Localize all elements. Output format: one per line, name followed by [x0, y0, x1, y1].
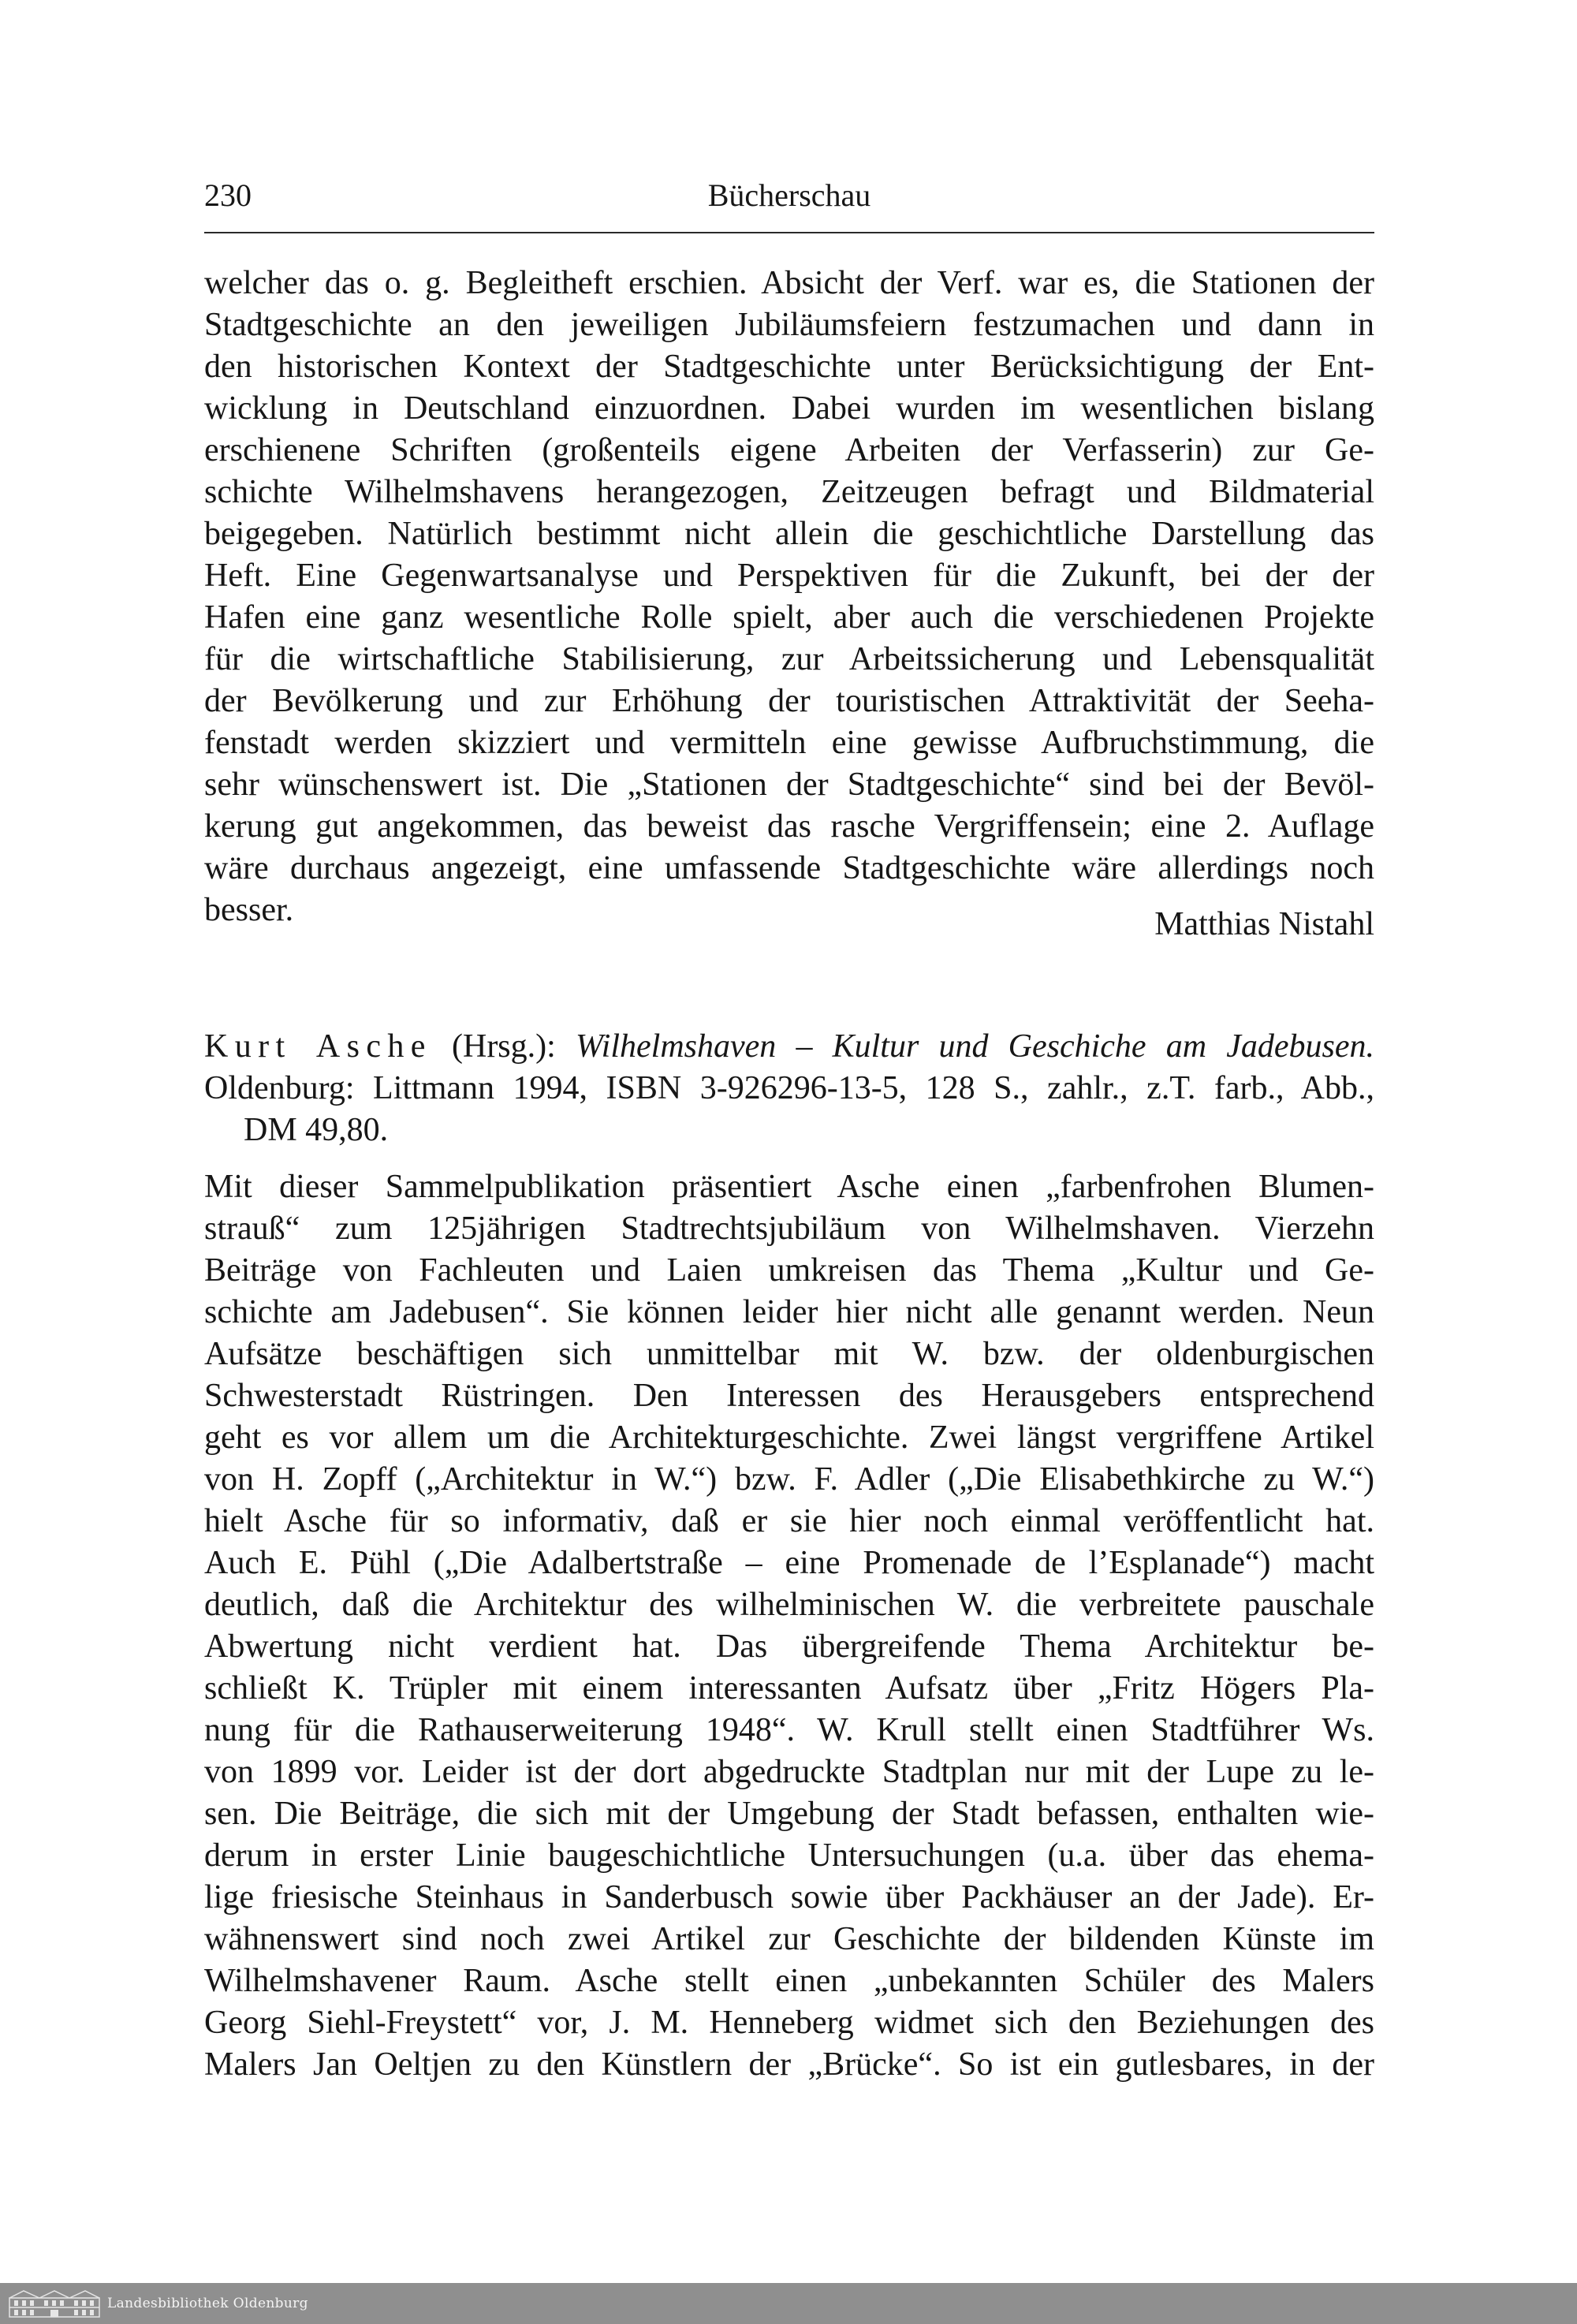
text-line: Auch E. Pühl („Die Adalbertstraße – eine Promenade de l’Esplanade“) macht	[204, 1545, 1374, 1581]
text-line: strauß“ zum 125jährigen Stadtrechtsjubiläum von Wilhelmshaven. Vierzehn	[204, 1210, 1374, 1247]
text-line: der Bevölkerung und zur Erhöhung der touristischen Attraktivität der Seeha-	[204, 683, 1374, 719]
reviewer-signature: Matthias Nistahl	[1154, 906, 1374, 942]
citation-author: Kurt Asche	[204, 1028, 432, 1065]
text-line: von 1899 vor. Leider ist der dort abgedruckte Stadtplan nur mit der Lupe zu le-	[204, 1754, 1374, 1790]
text-line: Beiträge von Fachleuten und Laien umkreisen das Thema „Kultur und Ge-	[204, 1252, 1374, 1289]
citation-editor-note: (Hrsg.):	[452, 1028, 556, 1065]
text-line: deutlich, daß die Architektur des wilhelminischen W. die verbreitete pauschale	[204, 1587, 1374, 1623]
text-line: Georg Siehl-Freystett“ vor, J. M. Henneberg widmet sich den Beziehungen des	[204, 2005, 1374, 2041]
text-line: erschienene Schriften (großenteils eigene Arbeiten der Verfasserin) zur Ge-	[204, 432, 1374, 468]
library-name: Landesbibliothek Oldenburg	[107, 2296, 308, 2311]
citation-publication: Oldenburg: Littmann 1994, ISBN 3-926296-13-5, 128 S., zahlr., z.T. farb., Abb.,	[204, 1070, 1374, 1106]
text-line: besser.	[204, 892, 294, 928]
text-line: Aufsätze beschäftigen sich unmittelbar mit W. bzw. der oldenburgischen	[204, 1336, 1374, 1372]
text-line: Hafen eine ganz wesentliche Rolle spielt, aber auch die verschiedenen Projekte	[204, 599, 1374, 636]
text-line: schichte am Jadebusen“. Sie können leider hier nicht alle genannt werden. Neun	[204, 1294, 1374, 1330]
text-line: Heft. Eine Gegenwartsanalyse und Perspektiven für die Zukunft, bei der der	[204, 558, 1374, 594]
text-line: beigegeben. Natürlich bestimmt nicht allein die geschichtliche Darstellung das	[204, 516, 1374, 552]
text-line: Malers Jan Oeltjen zu den Künstlern der „Brücke“. So ist ein gutlesbares, in der	[204, 2046, 1374, 2083]
page-header	[204, 175, 1374, 233]
book-citation	[204, 1026, 1374, 1151]
text-line: von H. Zopff („Architektur in W.“) bzw. F. Adler („Die Elisabethkirche zu W.“)	[204, 1461, 1374, 1498]
text-line: wäre durchaus angezeigt, eine umfassende Stadtgeschichte wäre allerdings noch	[204, 850, 1374, 886]
text-line: wähnenswert sind noch zwei Artikel zur Geschichte der bildenden Künste im	[204, 1921, 1374, 1957]
text-line: fenstadt werden skizziert und vermitteln eine gewisse Aufbruchstimmung, die	[204, 725, 1374, 761]
text-line: den historischen Kontext der Stadtgeschichte unter Berücksichtigung der Ent-	[204, 349, 1374, 385]
text-line: schließt K. Trüpler mit einem interessanten Aufsatz über „Fritz Högers Pla-	[204, 1670, 1374, 1707]
library-footer-bar	[0, 2283, 1577, 2324]
text-line: Mit dieser Sammelpublikation präsentiert Asche einen „farbenfrohen Blumen-	[204, 1169, 1374, 1205]
text-line: Stadtgeschichte an den jeweiligen Jubiläumsfeiern festzumachen und dann in	[204, 307, 1374, 343]
review-paragraph-1	[204, 263, 1374, 931]
text-line: Schwesterstadt Rüstringen. Den Interessen des Herausgebers entsprechend	[204, 1378, 1374, 1414]
text-line: welcher das o. g. Begleitheft erschien. Absicht der Verf. war es, die Stationen der	[204, 265, 1374, 301]
text-line: sehr wünschenswert ist. Die „Stationen der Stadtgeschichte“ sind bei der Bevöl-	[204, 767, 1374, 803]
text-line: derum in erster Linie baugeschichtliche Untersuchungen (u.a. über das ehema-	[204, 1837, 1374, 1874]
library-building-icon	[8, 2289, 101, 2318]
review-paragraph-2	[204, 1166, 1374, 2086]
citation-title: Wilhelmshaven – Kultur und Geschiche am Jadebusen.	[576, 1028, 1375, 1065]
text-line: geht es vor allem um die Architekturgeschichte. Zwei längst vergriffene Artikel	[204, 1419, 1374, 1456]
citation-price: DM 49,80.	[244, 1112, 389, 1148]
text-line: wicklung in Deutschland einzuordnen. Dabei wurden im wesentlichen bislang	[204, 390, 1374, 427]
text-line: Abwertung nicht verdient hat. Das übergreifende Thema Architektur be-	[204, 1628, 1374, 1665]
text-line: kerung gut angekommen, das beweist das rasche Vergriffensein; eine 2. Auflage	[204, 808, 1374, 845]
text-line: nung für die Rathauserweiterung 1948“. W. Krull stellt einen Stadtführer Ws.	[204, 1712, 1374, 1748]
text-line: schichte Wilhelmshavens herangezogen, Zeitzeugen befragt und Bildmaterial	[204, 474, 1374, 510]
text-line: hielt Asche für so informativ, daß er sie hier noch einmal veröffentlicht hat.	[204, 1503, 1374, 1539]
text-line: für die wirtschaftliche Stabilisierung, zur Arbeitssicherung und Lebensqualität	[204, 641, 1374, 677]
text-line: lige friesische Steinhaus in Sanderbusch sowie über Packhäuser an der Jade). Er-	[204, 1879, 1374, 1916]
text-line: sen. Die Beiträge, die sich mit der Umgebung der Stadt befassen, enthalten wie-	[204, 1796, 1374, 1832]
text-line: Wilhelmshavener Raum. Asche stellt einen „unbekannten Schüler des Malers	[204, 1963, 1374, 1999]
citation-line-1	[204, 1026, 1374, 1068]
running-head: Bücherschau	[707, 177, 871, 213]
page-number: 230	[204, 177, 252, 213]
